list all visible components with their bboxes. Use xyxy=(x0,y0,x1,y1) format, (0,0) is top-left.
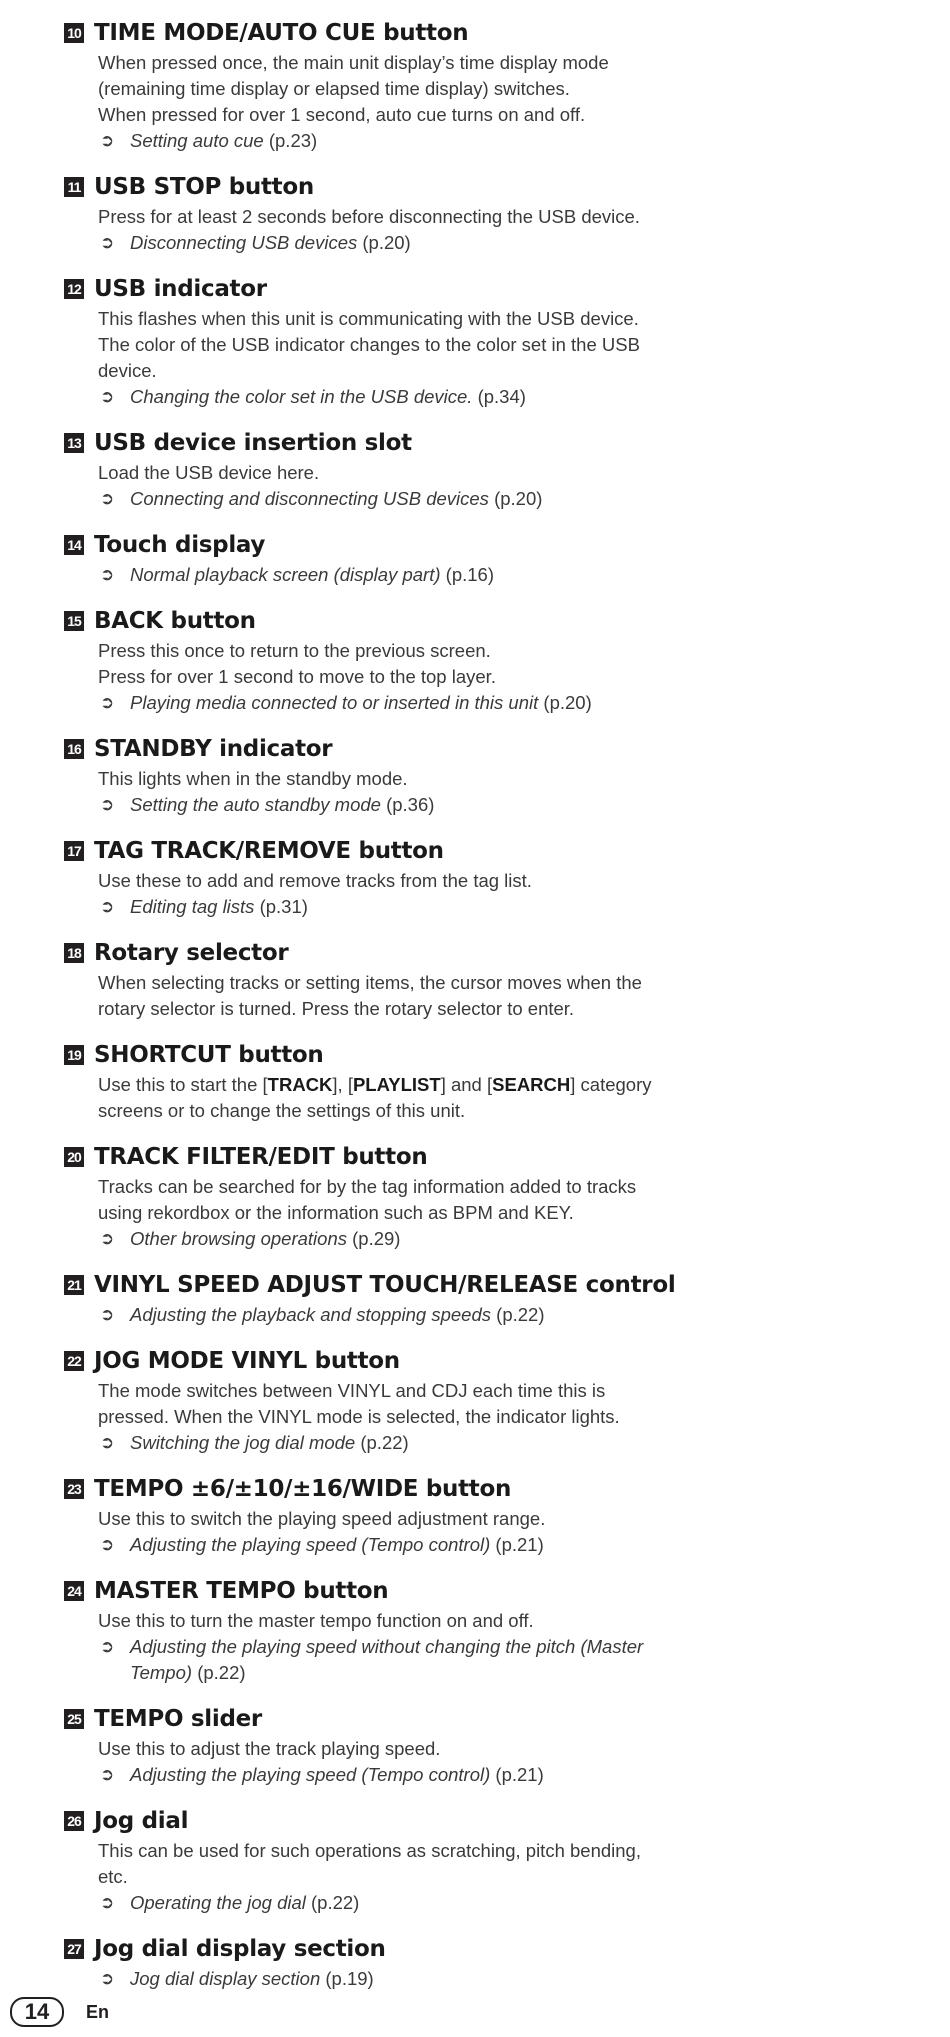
item-header xyxy=(64,426,704,460)
item-header xyxy=(64,1574,704,1608)
category-name: TRACK xyxy=(267,1074,333,1095)
item-21 xyxy=(64,1268,704,1328)
item-description-line: screens or to change the settings of this unit. xyxy=(98,1100,466,1121)
page-reference: (p.29) xyxy=(352,1228,401,1249)
reference-title: Adjusting the playing speed without changing the pitch (Master xyxy=(130,1636,644,1657)
item-body xyxy=(64,868,704,920)
item-description-line: device. xyxy=(98,360,157,381)
item-body xyxy=(64,1736,704,1788)
cross-reference xyxy=(98,1762,704,1788)
reference-title: Other browsing operations xyxy=(130,1228,347,1249)
item-spacer xyxy=(64,512,704,528)
item-number-badge: 16 xyxy=(64,739,84,759)
item-header xyxy=(64,16,704,50)
item-body xyxy=(64,1838,704,1916)
item-number-badge: 15 xyxy=(64,611,84,631)
page-reference: (p.19) xyxy=(325,1968,374,1989)
item-header xyxy=(64,1804,704,1838)
item-title: TRACK FILTER/EDIT button xyxy=(94,1144,428,1170)
item-description-line: Use these to add and remove tracks from the tag list. xyxy=(98,870,532,891)
page-reference: (p.22) xyxy=(197,1662,246,1683)
item-number-badge: 11 xyxy=(64,177,84,197)
item-description-line: rotary selector is turned. Press the rotary selector to enter. xyxy=(98,998,575,1019)
item-description-line: This flashes when this unit is communicating with the USB device. xyxy=(98,308,639,329)
reference-title: Editing tag lists xyxy=(130,896,255,917)
item-number-badge: 21 xyxy=(64,1275,84,1295)
cross-reference xyxy=(98,1226,704,1252)
item-25 xyxy=(64,1702,704,1788)
arrow-icon: ➲ xyxy=(100,795,115,814)
text-run: ] category xyxy=(570,1074,652,1095)
item-spacer xyxy=(64,1558,704,1574)
cross-reference xyxy=(98,690,704,716)
item-26 xyxy=(64,1804,704,1916)
item-16 xyxy=(64,732,704,818)
cross-reference xyxy=(98,894,704,920)
page-reference: (p.20) xyxy=(494,488,543,509)
item-title: TIME MODE/AUTO CUE button xyxy=(94,20,469,46)
item-title: USB device insertion slot xyxy=(94,430,412,456)
cross-reference xyxy=(98,1532,704,1558)
item-title: BACK button xyxy=(94,608,256,634)
item-body xyxy=(64,970,704,1022)
item-10 xyxy=(64,16,704,154)
item-header xyxy=(64,1268,704,1302)
item-description-line: Press this once to return to the previous screen. xyxy=(98,640,491,661)
item-title: SHORTCUT button xyxy=(94,1042,324,1068)
reference-title: Adjusting the playback and stopping speeds xyxy=(130,1304,492,1325)
reference-title: Tempo) xyxy=(130,1662,193,1683)
cross-reference xyxy=(98,1890,704,1916)
item-22 xyxy=(64,1344,704,1456)
item-19 xyxy=(64,1038,704,1124)
item-20 xyxy=(64,1140,704,1252)
arrow-icon: ➲ xyxy=(100,565,115,584)
arrow-icon: ➲ xyxy=(100,1229,115,1248)
item-spacer xyxy=(64,818,704,834)
item-body xyxy=(64,1378,704,1456)
item-description-line: The color of the USB indicator changes to the color set in the USB xyxy=(98,334,640,355)
item-title: TEMPO ±6/±10/±16/WIDE button xyxy=(94,1476,512,1502)
item-number-badge: 22 xyxy=(64,1351,84,1371)
item-14 xyxy=(64,528,704,588)
item-13 xyxy=(64,426,704,512)
item-header xyxy=(64,936,704,970)
reference-title: Normal playback screen (display part) xyxy=(130,564,441,585)
arrow-icon: ➲ xyxy=(100,693,115,712)
item-header xyxy=(64,1038,704,1072)
arrow-icon: ➲ xyxy=(100,1969,115,1988)
arrow-icon: ➲ xyxy=(100,1765,115,1784)
item-header xyxy=(64,272,704,306)
reference-title: Switching the jog dial mode xyxy=(130,1432,356,1453)
item-description-line: When selecting tracks or setting items, the cursor moves when the xyxy=(98,972,642,993)
item-header xyxy=(64,604,704,638)
item-spacer xyxy=(64,410,704,426)
item-number-badge: 24 xyxy=(64,1581,84,1601)
reference-title: Setting auto cue xyxy=(130,130,264,151)
page-reference: (p.21) xyxy=(495,1764,544,1785)
item-body xyxy=(64,1072,704,1124)
item-body xyxy=(64,562,704,588)
cross-reference xyxy=(98,128,704,154)
item-18 xyxy=(64,936,704,1022)
language-label: En xyxy=(86,2001,110,2022)
cross-reference xyxy=(98,562,704,588)
page-reference: (p.20) xyxy=(362,232,411,253)
item-number-badge: 20 xyxy=(64,1147,84,1167)
item-description-line: Use this to adjust the track playing speed. xyxy=(98,1738,441,1759)
page-reference: (p.22) xyxy=(360,1432,409,1453)
item-number-badge: 27 xyxy=(64,1939,84,1959)
arrow-icon: ➲ xyxy=(100,131,115,150)
reference-title: Playing media connected to or inserted in this unit xyxy=(130,692,539,713)
arrow-icon: ➲ xyxy=(100,1535,115,1554)
page-reference: (p.31) xyxy=(259,896,308,917)
item-description-line: using rekordbox or the information such as BPM and KEY. xyxy=(98,1202,574,1223)
item-body xyxy=(64,1506,704,1558)
item-number-badge: 18 xyxy=(64,943,84,963)
item-description-line: (remaining time display or elapsed time display) switches. xyxy=(98,78,570,99)
arrow-icon: ➲ xyxy=(100,897,115,916)
cross-reference xyxy=(98,1634,704,1686)
item-body xyxy=(64,50,704,154)
arrow-icon: ➲ xyxy=(100,233,115,252)
item-title: Rotary selector xyxy=(94,940,289,966)
text-run: ], [ xyxy=(332,1074,353,1095)
reference-title: Connecting and disconnecting USB devices xyxy=(130,488,489,509)
item-title: VINYL SPEED ADJUST TOUCH/RELEASE control xyxy=(94,1272,676,1298)
item-description-line: Press for at least 2 seconds before disconnecting the USB device. xyxy=(98,206,640,227)
reference-title: Changing the color set in the USB device. xyxy=(130,386,473,407)
page-reference: (p.22) xyxy=(311,1892,360,1913)
arrow-icon: ➲ xyxy=(100,1305,115,1324)
item-spacer xyxy=(64,588,704,604)
item-number-badge: 25 xyxy=(64,1709,84,1729)
item-title: TAG TRACK/REMOVE button xyxy=(94,838,444,864)
cross-reference xyxy=(98,1430,704,1456)
item-title: USB indicator xyxy=(94,276,267,302)
item-spacer xyxy=(64,1686,704,1702)
item-number-badge: 23 xyxy=(64,1479,84,1499)
text-run: ] and [ xyxy=(440,1074,493,1095)
page-reference: (p.20) xyxy=(543,692,592,713)
reference-title: Adjusting the playing speed (Tempo control) xyxy=(130,1534,491,1555)
item-spacer xyxy=(64,1124,704,1140)
item-24 xyxy=(64,1574,704,1686)
item-spacer xyxy=(64,256,704,272)
reference-title: Setting the auto standby mode xyxy=(130,794,381,815)
item-description-line: Use this to turn the master tempo function on and off. xyxy=(98,1610,534,1631)
page-footer xyxy=(10,1997,109,2027)
item-number-badge: 10 xyxy=(64,23,84,43)
item-header xyxy=(64,1344,704,1378)
item-number-badge: 13 xyxy=(64,433,84,453)
cross-reference xyxy=(98,1966,704,1992)
item-description-line: pressed. When the VINYL mode is selected, the indicator lights. xyxy=(98,1406,620,1427)
item-description-line: etc. xyxy=(98,1866,128,1887)
arrow-icon: ➲ xyxy=(100,489,115,508)
item-body xyxy=(64,1302,704,1328)
item-description-line: This lights when in the standby mode. xyxy=(98,768,408,789)
item-number-badge: 19 xyxy=(64,1045,84,1065)
item-title: STANDBY indicator xyxy=(94,736,333,762)
item-27 xyxy=(64,1932,704,1992)
item-title: Jog dial xyxy=(94,1808,189,1834)
item-body xyxy=(64,306,704,410)
item-header xyxy=(64,834,704,868)
cross-reference xyxy=(98,1302,704,1328)
cross-reference xyxy=(98,230,704,256)
item-number-badge: 17 xyxy=(64,841,84,861)
item-body xyxy=(64,1608,704,1686)
item-list xyxy=(64,16,704,1992)
arrow-icon: ➲ xyxy=(100,387,115,406)
item-17 xyxy=(64,834,704,920)
item-title: MASTER TEMPO button xyxy=(94,1578,389,1604)
reference-title: Operating the jog dial xyxy=(130,1892,306,1913)
item-spacer xyxy=(64,1916,704,1932)
reference-title: Disconnecting USB devices xyxy=(130,232,358,253)
text-run: Use this to start the [ xyxy=(98,1074,268,1095)
item-body xyxy=(64,638,704,716)
page-reference: (p.34) xyxy=(477,386,526,407)
category-name: PLAYLIST xyxy=(352,1074,441,1095)
item-body xyxy=(64,460,704,512)
item-15 xyxy=(64,604,704,716)
item-spacer xyxy=(64,1022,704,1038)
item-spacer xyxy=(64,920,704,936)
item-description-line: Tracks can be searched for by the tag information added to tracks xyxy=(98,1176,637,1197)
item-description-line: Use this to switch the playing speed adjustment range. xyxy=(98,1508,546,1529)
item-body xyxy=(64,1966,704,1992)
item-header xyxy=(64,732,704,766)
item-title: JOG MODE VINYL button xyxy=(94,1348,400,1374)
item-spacer xyxy=(64,1788,704,1804)
item-11 xyxy=(64,170,704,256)
item-header xyxy=(64,1702,704,1736)
cross-reference xyxy=(98,384,704,410)
cross-reference xyxy=(98,486,704,512)
item-description-line: When pressed for over 1 second, auto cue turns on and off. xyxy=(98,104,586,125)
item-body xyxy=(64,204,704,256)
page-number: 14 xyxy=(10,1997,64,2027)
item-header xyxy=(64,528,704,562)
item-description-line: Load the USB device here. xyxy=(98,462,320,483)
item-body xyxy=(64,1174,704,1252)
item-header xyxy=(64,1140,704,1174)
reference-title: Adjusting the playing speed (Tempo control) xyxy=(130,1764,491,1785)
category-name: SEARCH xyxy=(492,1074,571,1095)
item-title: Jog dial display section xyxy=(94,1936,386,1962)
item-number-badge: 12 xyxy=(64,279,84,299)
item-spacer xyxy=(64,716,704,732)
item-title: Touch display xyxy=(94,532,266,558)
page-reference: (p.21) xyxy=(495,1534,544,1555)
item-description-line xyxy=(98,1072,704,1098)
item-description-line: When pressed once, the main unit display’s time display mode xyxy=(98,52,609,73)
item-body xyxy=(64,766,704,818)
arrow-icon: ➲ xyxy=(100,1433,115,1452)
item-description-line: Press for over 1 second to move to the top layer. xyxy=(98,666,496,687)
item-header xyxy=(64,1472,704,1506)
item-header xyxy=(64,1932,704,1966)
item-title: TEMPO slider xyxy=(94,1706,262,1732)
item-description-line: The mode switches between VINYL and CDJ each time this is xyxy=(98,1380,606,1401)
item-number-badge: 14 xyxy=(64,535,84,555)
page-reference: (p.16) xyxy=(445,564,494,585)
page-reference: (p.23) xyxy=(268,130,318,151)
item-spacer xyxy=(64,154,704,170)
arrow-icon: ➲ xyxy=(100,1637,115,1656)
page-reference: (p.36) xyxy=(386,794,435,815)
item-number-badge: 26 xyxy=(64,1811,84,1831)
item-23 xyxy=(64,1472,704,1558)
item-spacer xyxy=(64,1456,704,1472)
cross-reference xyxy=(98,792,704,818)
item-spacer xyxy=(64,1328,704,1344)
reference-title: Jog dial display section xyxy=(130,1968,321,1989)
arrow-icon: ➲ xyxy=(100,1893,115,1912)
item-spacer xyxy=(64,1252,704,1268)
item-description-line: This can be used for such operations as scratching, pitch bending, xyxy=(98,1840,641,1861)
page-reference: (p.22) xyxy=(496,1304,545,1325)
item-header xyxy=(64,170,704,204)
item-12 xyxy=(64,272,704,410)
item-title: USB STOP button xyxy=(94,174,314,200)
